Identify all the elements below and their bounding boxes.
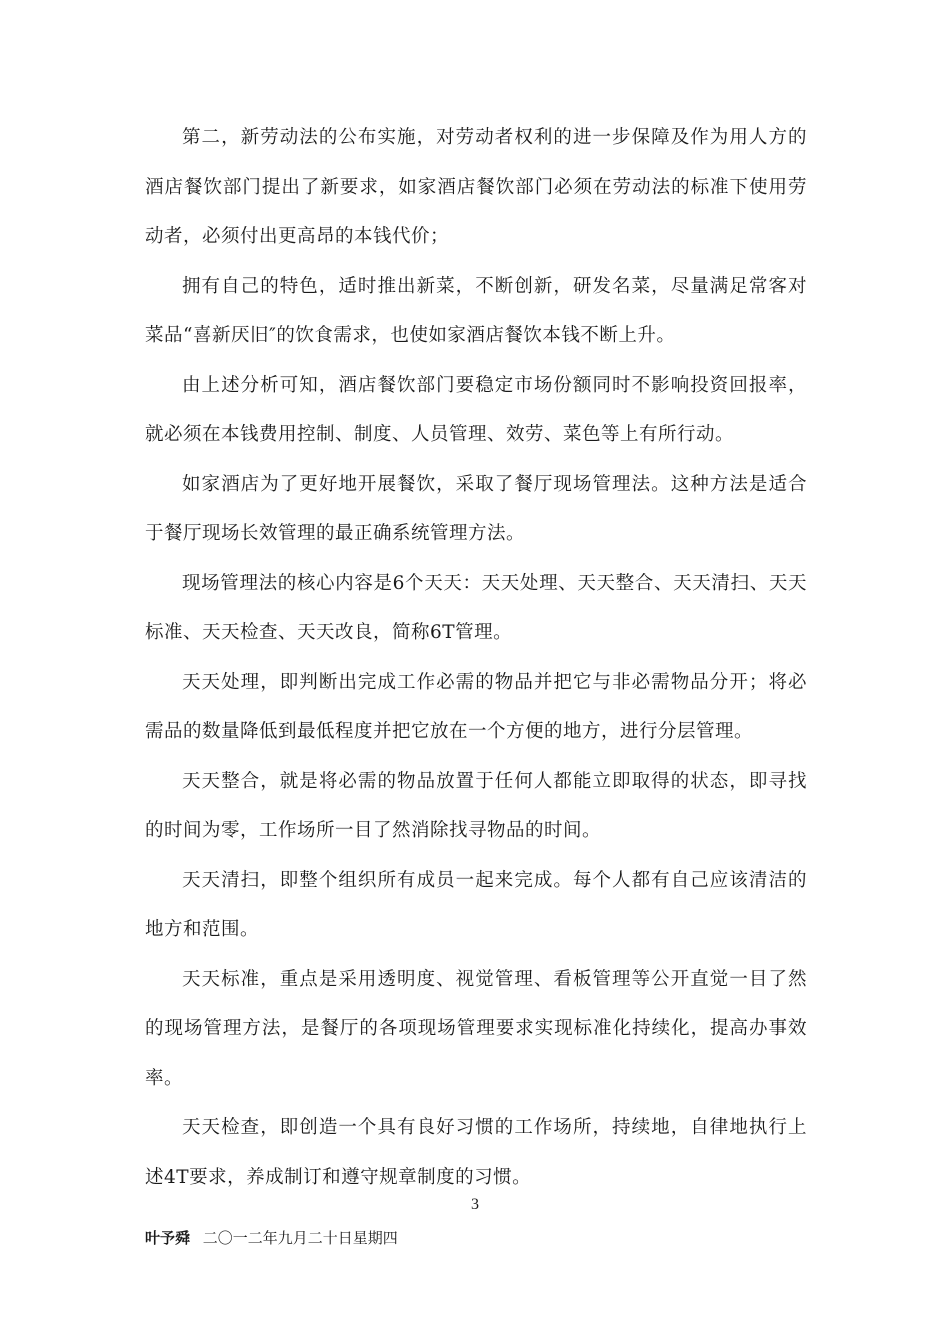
paragraph-labor-law: 第二，新劳动法的公布实施，对劳动者权利的进一步保障及作为用人方的酒店餐饮部门提出了新要求，如家酒店餐饮部门必须在劳动法的标准下使用劳动者，必须付出更高昂的本钱代价； [145,127,807,247]
paragraph-6t-core: 现场管理法的核心内容是6个天天：天天处理、天天整合、天天清扫、天天标准、天天检查、天天改良，简称6T管理。 [145,572,807,643]
paragraph-analysis: 由上述分析可知，酒店餐饮部门要稳定市场份额同时不影响投资回报率，就必须在本钱费用控制、制度、人员管理、效劳、菜色等上有所行动。 [145,374,807,445]
paragraph-daily-organizing: 天天整合，就是将必需的物品放置于任何人都能立即取得的状态，即寻找的时间为零，工作场所一目了然消除找寻物品的时间。 [145,770,807,841]
paragraph-daily-inspection: 天天检查，即创造一个具有良好习惯的工作场所，持续地，自律地执行上述4T要求，养成制订和遵守规章制度的习惯。 [145,1117,807,1188]
paragraph-own-features: 拥有自己的特色，适时推出新菜，不断创新，研发名菜，尽量满足常客对菜品“喜新厌旧″的饮食需求，也使如家酒店餐饮本钱不断上升。 [145,275,807,346]
document-body [145,113,807,1202]
footer-date: 二〇一二年九月二十日星期四 [202,1229,398,1247]
paragraph-daily-cleaning: 天天清扫，即整个组织所有成员一起来完成。每个人都有自己应该清洁的地方和范围。 [145,869,807,940]
page-number: 3 [471,1196,479,1213]
author-name: 叶予舜 [145,1229,191,1247]
page-footer [145,1228,398,1248]
paragraph-daily-handling: 天天处理，即判断出完成工作必需的物品并把它与非必需物品分开；将必需品的数量降低到最低程度并把它放在一个方便的地方，进行分层管理。 [145,671,807,742]
paragraph-site-management: 如家酒店为了更好地开展餐饮，采取了餐厅现场管理法。这种方法是适合于餐厅现场长效管理的最正确系统管理方法。 [145,473,807,544]
paragraph-daily-standard: 天天标准，重点是采用透明度、视觉管理、看板管理等公开直觉一目了然的现场管理方法，是餐厅的各项现场管理要求实现标准化持续化，提高办事效率。 [145,968,807,1089]
